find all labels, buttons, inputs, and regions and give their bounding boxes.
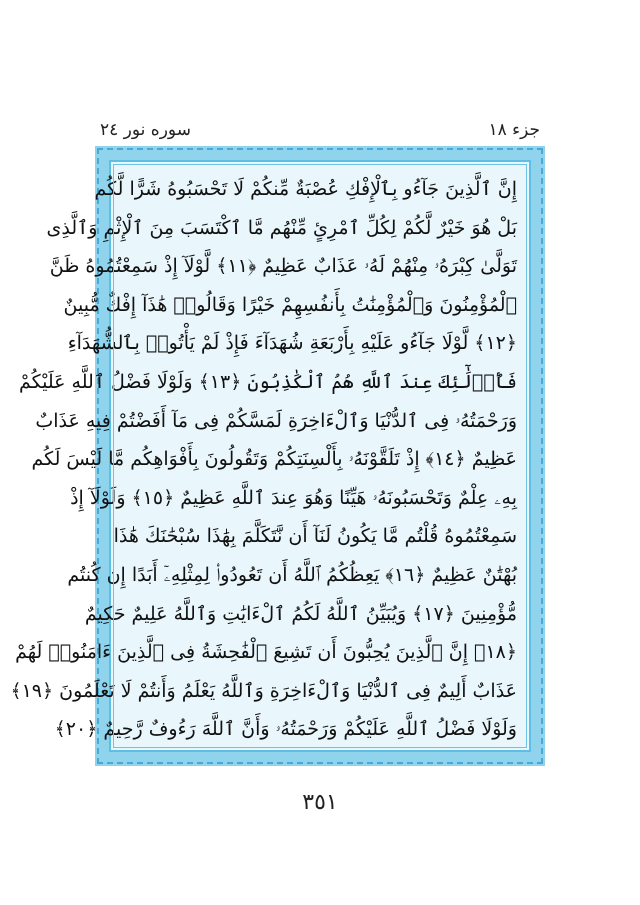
text-line-13: ﴿١٨﴾ إِنَّ ٱلَّذِينَ يُحِبُّونَ أَن تَشِيعَ ٱلْفَٰحِشَةُ فِى ٱلَّذِينَ ءَامَنُوا۟ لَهُمْ xyxy=(15,641,517,664)
text-line-1: إِنَّ ٱلَّذِينَ جَآءُو بِٱلْإِفْكِ عُصْبَةٌ مِّنكُمْ لَا تَحْسَبُوهُ شَرًّا لَّكُم xyxy=(94,178,517,200)
text-line-9: بِهِۦ عِلْمٌ وَتَحْسَبُونَهُۥ هَيِّنًا وَهُوَ عِندَ ٱللَّهِ عَظِيمٌ ﴿١٥﴾ وَلَوْلَآ إِذْ xyxy=(70,486,517,509)
page-number: ٣٥١ xyxy=(302,790,338,815)
text-line-4: ٱلْمُؤْمِنُونَ وَٱلْمُؤْمِنَٰتُ بِأَنفُسِهِمْ خَيْرًا وَقَالُوا۟ هَٰذَآ إِفْكٌ مُّبِينٌ xyxy=(63,293,517,316)
surah-label: سوره نور ٢٤ xyxy=(100,120,191,140)
verse-text-area xyxy=(10,170,517,742)
text-line-11: بُهْتَٰنٌ عَظِيمٌ ﴿١٦﴾ يَعِظُكُمُ ٱللَّهُ أَن تَعُودُوا۟ لِمِثْلِهِۦٓ أَبَدًا إِن كُنتُم xyxy=(67,563,517,586)
juz-label: جزء ١٨ xyxy=(488,120,540,140)
text-line-14: عَذَابٌ أَلِيمٌ فِى ٱلدُّنْيَا وَٱلْءَاخِرَةِ وَٱللَّهُ يَعْلَمُ وَأَنتُمْ لَا تَعْلَمُونَ ﴿١٩﴾ xyxy=(10,679,517,702)
text-line-6: فَأُو۟لَٰٓئِكَ عِندَ ٱللَّهِ هُمُ ٱلْكَٰذِبُونَ ﴿١٣﴾ وَلَوْلَا فَضْلُ ٱللَّهِ عَلَيْكُمْ xyxy=(19,370,517,393)
text-line-10: سَمِعْتُمُوهُ قُلْتُم مَّا يَكُونُ لَنَآ أَن نَّتَكَلَّمَ بِهَٰذَا سُبْحَٰنَكَ هَٰذَا xyxy=(113,525,517,548)
text-line-12: مُّؤْمِنِينَ ﴿١٧﴾ وَيُبَيِّنُ ٱللَّهُ لَكُمُ ٱلْءَايَٰتِ وَٱللَّهُ عَلِيمٌ حَكِيمٌ xyxy=(84,602,517,625)
text-line-15: وَلَوْلَا فَضْلُ ٱللَّهِ عَلَيْكُمْ وَرَحْمَتُهُۥ وَأَنَّ ٱللَّهَ رَءُوفٌ رَّحِيمٌ ﴿٢٠﴾ xyxy=(54,718,517,741)
text-line-7: وَرَحْمَتُهُۥ فِى ٱلدُّنْيَا وَٱلْءَاخِرَةِ لَمَسَّكُمْ فِى مَآ أَفَضْتُمْ فِيهِ عَذَابٌ xyxy=(35,409,517,432)
text-line-2: بَلْ هُوَ خَيْرٌ لَّكُمْ لِكُلِّ ٱمْرِئٍ مِّنْهُم مَّا ٱكْتَسَبَ مِنَ ٱلْإِثْمِ وَٱلَّذِى xyxy=(46,216,517,239)
page-header xyxy=(100,118,540,142)
text-line-5: ﴿١٢﴾ لَّوْلَا جَآءُو عَلَيْهِ بِأَرْبَعَةِ شُهَدَآءَ فَإِذْ لَمْ يَأْتُوا۟ بِٱلشُّهَدَآءِ xyxy=(67,332,517,355)
text-line-3: تَوَلَّىٰ كِبْرَهُۥ مِنْهُمْ لَهُۥ عَذَابٌ عَظِيمٌ ﴿١١﴾ لَّوْلَآ إِذْ سَمِعْتُمُوهُ ظَنَّ xyxy=(49,255,517,278)
text-line-8: عَظِيمٌ ﴿١٤﴾ إِذْ تَلَقَّوْنَهُۥ بِأَلْسِنَتِكُمْ وَتَقُولُونَ بِأَفْوَاهِكُم مَّا لَيْسَ لَكُم xyxy=(31,448,517,471)
ornamental-frame xyxy=(10,146,545,766)
